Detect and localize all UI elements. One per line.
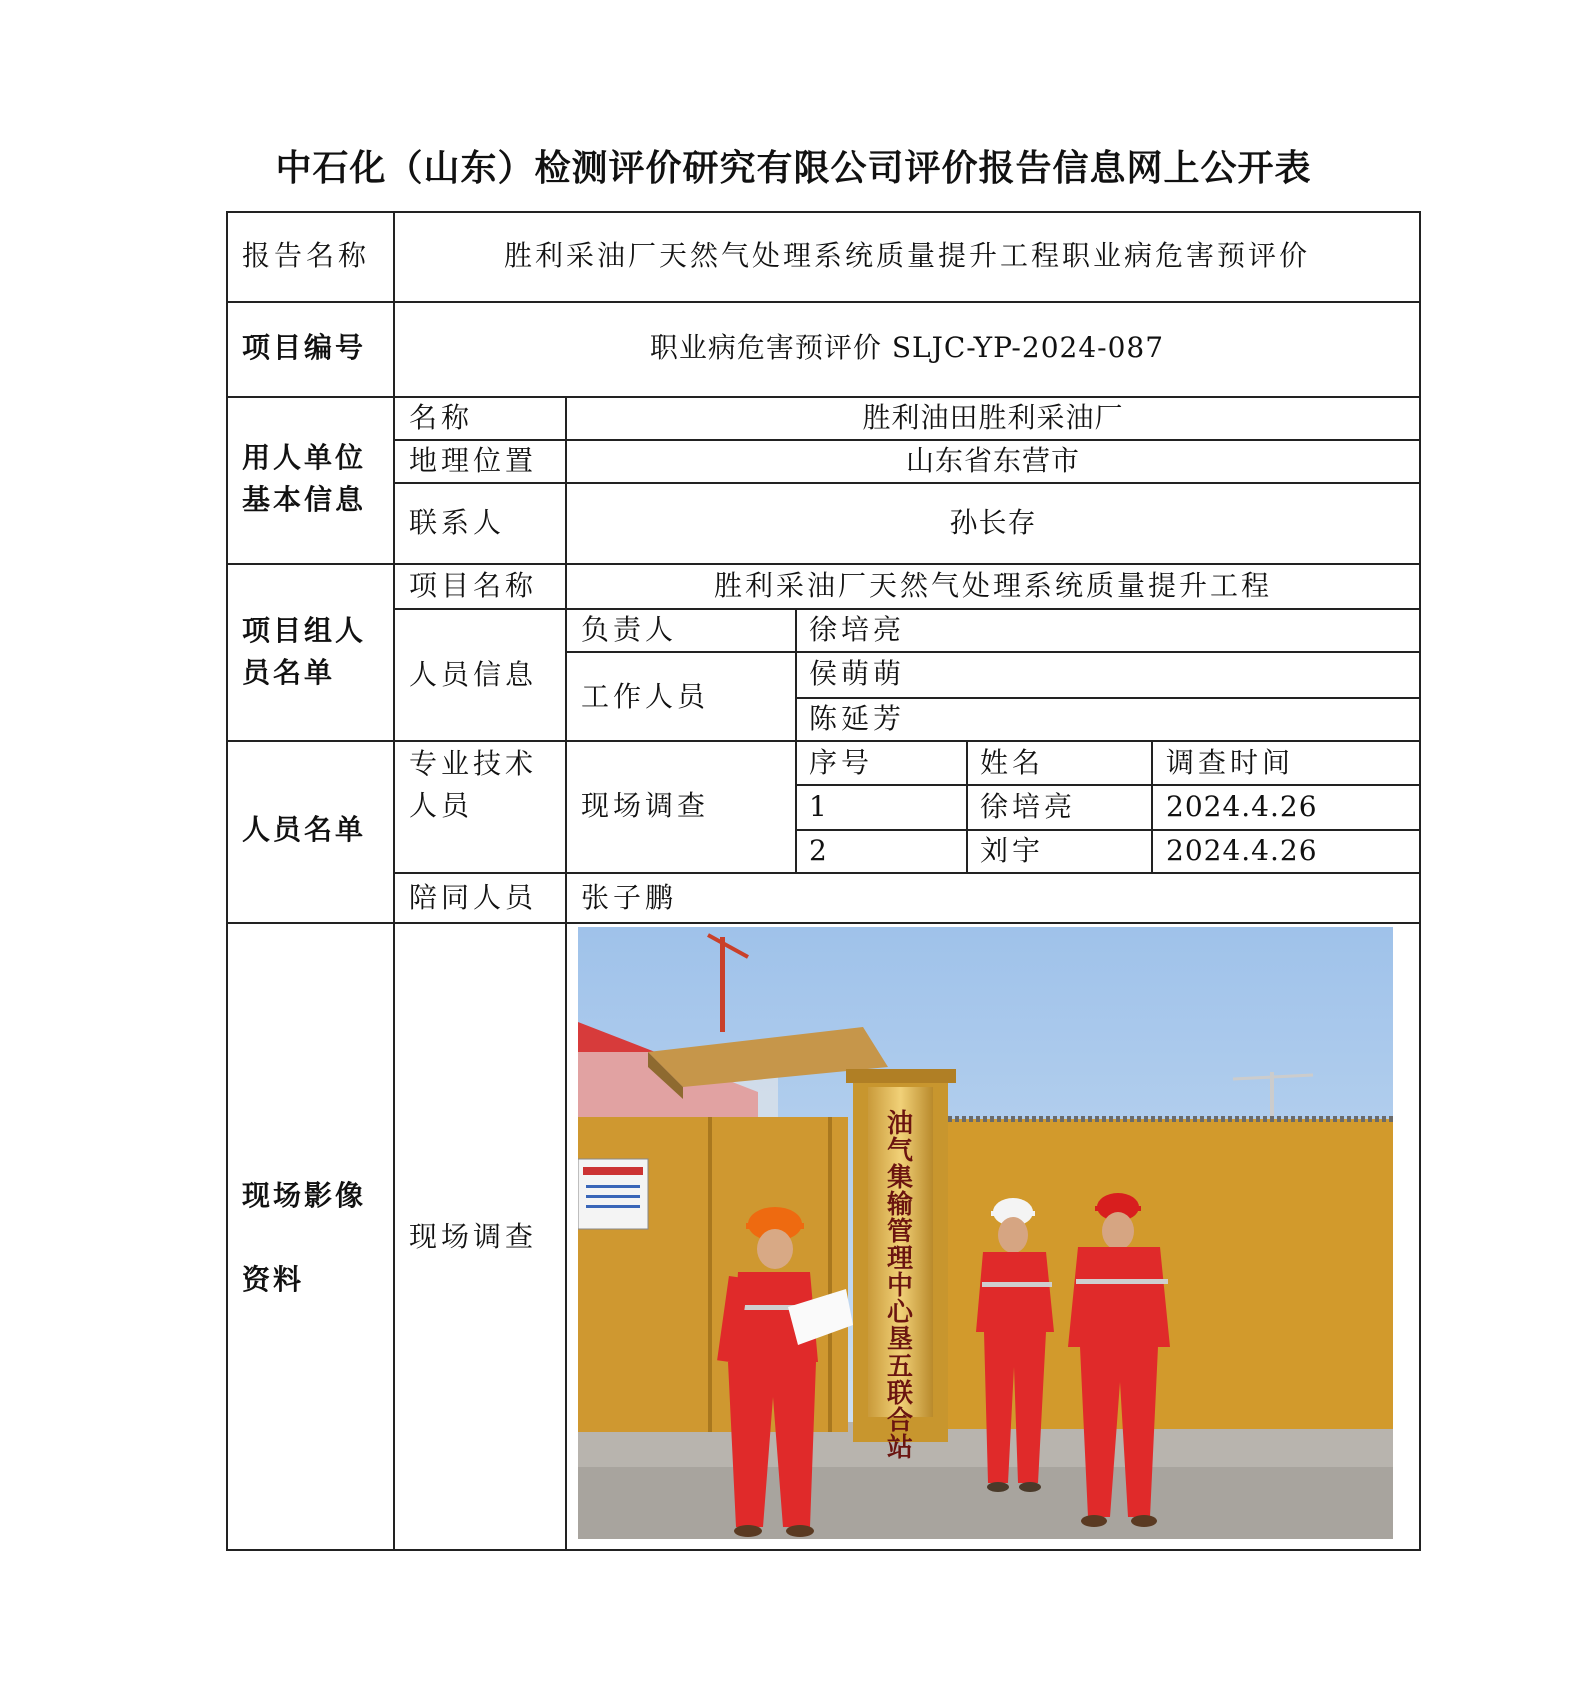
personnel-row1-name: 徐培亮 (980, 790, 1077, 823)
personnel-row2-name: 刘宇 (980, 834, 1045, 867)
row-divider (226, 922, 1419, 924)
row-divider (393, 439, 1419, 441)
personnel-tech-label-line2: 人员 (409, 789, 474, 822)
personnel-header-name: 姓名 (980, 746, 1045, 779)
personnel-survey-label: 现场调查 (581, 789, 710, 822)
team-project-name-label: 项目名称 (409, 569, 538, 602)
media-label-line1: 现场影像 (242, 1179, 367, 1212)
employer-contact-label: 联系人 (409, 506, 506, 539)
row-divider (795, 784, 1419, 786)
row-divider (226, 301, 1419, 303)
team-leader-label: 负责人 (581, 613, 678, 646)
row-divider (565, 651, 1419, 653)
sign-char: 垦 (886, 1325, 914, 1355)
sign-char: 油 (886, 1109, 914, 1139)
employer-label-line1: 用人单位 (242, 441, 367, 474)
team-staff-info-label: 人员信息 (409, 658, 538, 691)
sign-char: 气 (886, 1136, 914, 1166)
sign-text (886, 1109, 914, 1463)
table-border-right (1419, 211, 1421, 1551)
row-divider (795, 829, 1419, 831)
sign-char: 管 (886, 1217, 914, 1247)
row-divider (393, 608, 1419, 610)
employer-name-label: 名称 (409, 401, 474, 434)
site-photo (578, 927, 1393, 1539)
personnel-header-date: 调查时间 (1166, 746, 1295, 779)
sign-char: 合 (886, 1406, 914, 1436)
column-divider (393, 211, 395, 1551)
sign-char: 五 (886, 1352, 914, 1382)
team-leader-value: 徐培亮 (809, 613, 906, 646)
report-name-label: 报告名称 (242, 239, 371, 272)
table-border-bottom (226, 1549, 1419, 1551)
accompany-label: 陪同人员 (409, 881, 538, 914)
sign-char: 集 (886, 1163, 914, 1193)
sign-char: 理 (886, 1244, 914, 1274)
media-label-line2: 资料 (242, 1263, 305, 1296)
personnel-row1-date: 2024.4.26 (1166, 790, 1318, 823)
employer-contact-value: 孙长存 (949, 506, 1037, 539)
team-workers-label: 工作人员 (581, 680, 710, 713)
personnel-row2-date: 2024.4.26 (1166, 834, 1318, 867)
row-divider (393, 482, 1419, 484)
personnel-row2-seq: 2 (809, 834, 831, 867)
column-divider (1151, 740, 1153, 872)
sign-char: 联 (886, 1379, 914, 1409)
employer-name-value: 胜利油田胜利采油厂 (862, 401, 1124, 434)
personnel-row1-seq: 1 (809, 790, 831, 823)
table-border-top (226, 211, 1419, 213)
team-worker-1: 侯萌萌 (809, 657, 906, 690)
team-label-line2: 员名单 (242, 656, 336, 689)
personnel-tech-label-line1: 专业技术 (409, 747, 538, 780)
sign-char: 心 (886, 1298, 914, 1328)
personnel-label: 人员名单 (242, 813, 367, 846)
team-project-name-value: 胜利采油厂天然气处理系统质量提升工程 (713, 569, 1272, 602)
row-divider (226, 396, 1419, 398)
row-divider (393, 872, 1419, 874)
employer-label-line2: 基本信息 (242, 483, 367, 516)
employer-location-value: 山东省东营市 (905, 444, 1080, 477)
team-label-line1: 项目组人 (242, 614, 367, 647)
row-divider (226, 740, 1419, 742)
sign-char: 中 (886, 1271, 914, 1301)
column-divider (966, 740, 968, 872)
report-name-value: 胜利采油厂天然气处理系统质量提升工程职业病危害预评价 (503, 239, 1310, 272)
column-divider (565, 396, 567, 1551)
accompany-value: 张子鹏 (581, 881, 678, 914)
personnel-header-seq: 序号 (809, 746, 874, 779)
sign-char: 输 (886, 1190, 914, 1220)
row-divider (226, 563, 1419, 565)
media-type-label: 现场调查 (409, 1220, 538, 1253)
row-divider (795, 697, 1419, 699)
page-title: 中石化（山东）检测评价研究有限公司评价报告信息网上公开表 (275, 148, 1312, 189)
column-divider (795, 608, 797, 872)
table-border-left (226, 211, 228, 1551)
team-worker-2: 陈延芳 (809, 702, 906, 735)
project-number-value: 职业病危害预评价 SLJC-YP-2024-087 (649, 331, 1165, 364)
project-number-label: 项目编号 (242, 331, 367, 364)
sign-char: 站 (886, 1433, 914, 1463)
employer-location-label: 地理位置 (409, 444, 538, 477)
